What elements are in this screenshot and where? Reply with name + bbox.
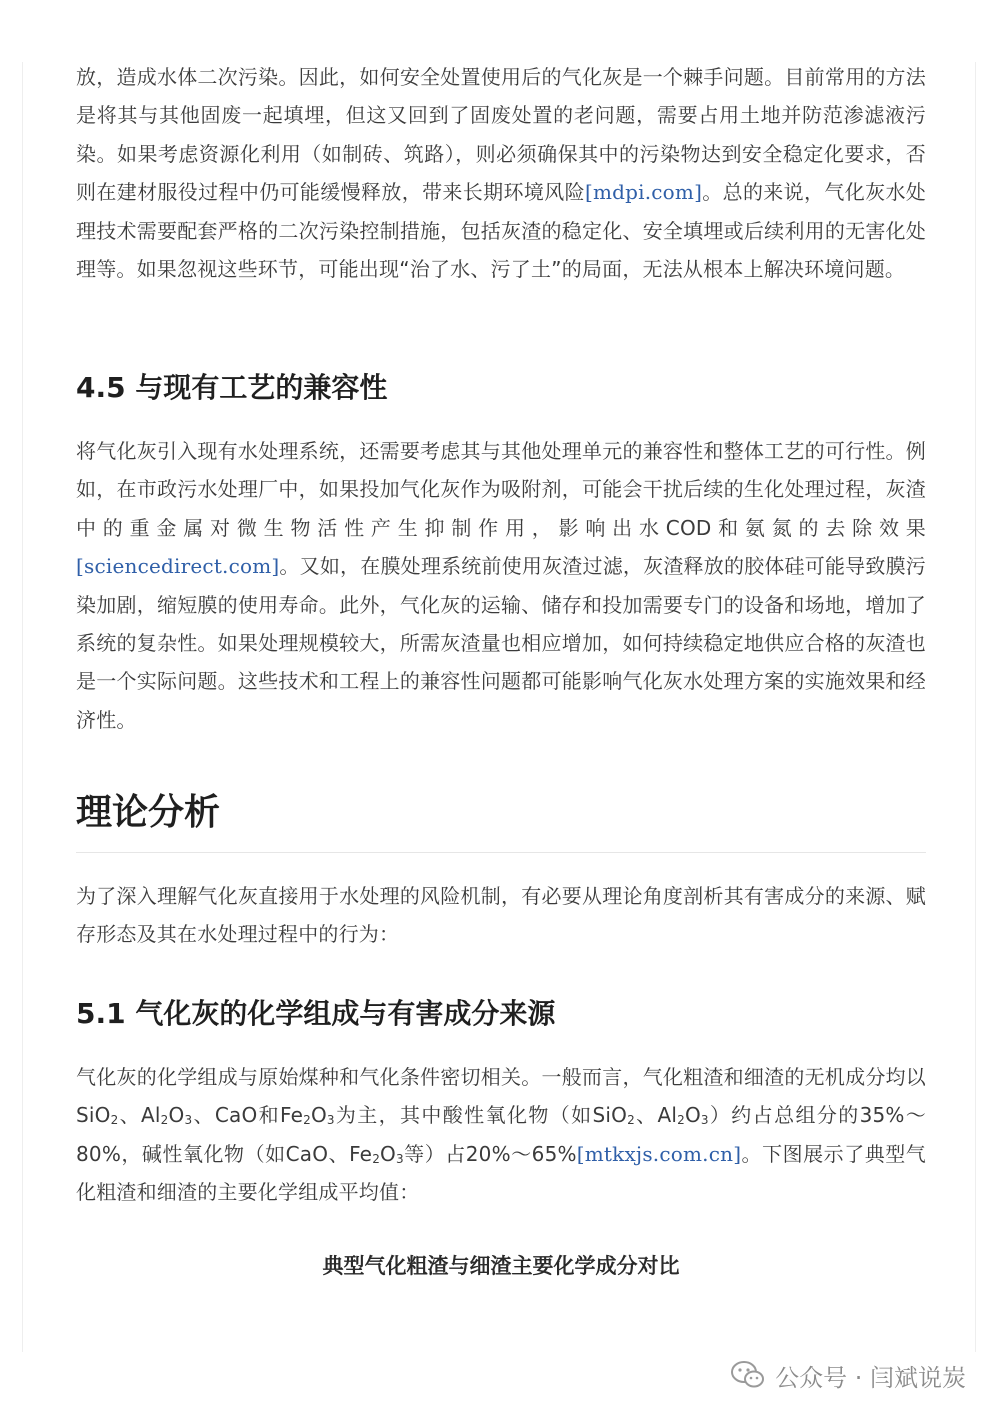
footer-account-name: 公众号 · 闫斌说炭 bbox=[775, 1363, 966, 1392]
heading-4-5: 4.5 与现有工艺的兼容性 bbox=[76, 371, 388, 404]
article-content bbox=[76, 58, 926, 1282]
heading-theoretical-analysis: 理论分析 bbox=[76, 792, 221, 833]
footer-watermark bbox=[731, 1353, 966, 1397]
figure-title: 典型气化粗渣与细渣主要化学成分对比 bbox=[322, 1254, 680, 1278]
reference-link-mdpi[interactable]: [mdpi.com] bbox=[584, 180, 703, 205]
reference-link-mtkxjs[interactable]: [mtkxjs.com.cn] bbox=[576, 1141, 742, 1166]
heading-5-1: 5.1 气化灰的化学组成与有害成分来源 bbox=[76, 997, 556, 1030]
reference-link-sciencedirect[interactable]: [sciencedirect.com] bbox=[76, 554, 280, 579]
paragraph-theory-intro: 为了深入理解气化灰直接用于水处理的风险机制，有必要从理论角度剖析其有害成分的来源、赋存形态及其在水处理过程中的行为： bbox=[76, 884, 926, 947]
paragraph-secondary-pollution: 放，造成水体二次污染。因此，如何安全处置使用后的气化灰是一个棘手问题。目前常用的方法是将其与其他固废一起填埋，但这又回到了固废处置的老问题，需要占用土地并防范渗滤液污染。如果考虑资源化利用（如制砖、筑路），则必须确保其中的污染物达到安全稳定化要求，否则在建材服役过程中仍可能缓慢释放，带来长期环境风险[mdpi.com]。总的来说，气化灰水处理技术需要配套严格的二次污染控制措施，包括灰渣的稳定化、安全填埋或后续利用的无害化处理等。如果忽视这些环节，可能出现“治了水、污了土”的局面，无法从根本上解决环境问题。 bbox=[76, 65, 927, 282]
paragraph-compatibility: 将气化灰引入现有水处理系统，还需要考虑其与其他处理单元的兼容性和整体工艺的可行性。例如，在市政污水处理厂中，如果投加气化灰作为吸附剂，可能会干扰后续的生化处理过程，灰渣中的重金属对微生物活性产生抑制作用，影响出水COD和氨氮的去除效果[sciencedirect.com]。又如，在膜处理系统前使用灰渣过滤，灰渣释放的胶体硅可能导致膜污染加剧，缩短膜的使用寿命。此外，气化灰的运输、储存和投加需要专门的设备和场地，增加了系统的复杂性。如果处理规模较大，所需灰渣量也相应增加，如何持续稳定地供应合格的灰渣也是一个实际问题。这些技术和工程上的兼容性问题都可能影响气化灰水处理方案的实施效果和经济性。 bbox=[76, 439, 926, 732]
paragraph-chemical-composition: 气化灰的化学组成与原始煤种和气化条件密切相关。一般而言，气化粗渣和细渣的无机成分均以SiO$_2$、$Al_2O_3$、CaO和$Fe_2O_3$为主，其中酸性氧化物（如SiO$_2$、$Al_2O_3$）约占总组分的35%～80%，碱性氧化物（如CaO、$Fe_2O_3$等）占20%～65%[mtkxjs.com.cn]。下图展示了典型气化粗渣和细渣的主要化学组成平均值： bbox=[76, 1065, 927, 1205]
heading-divider bbox=[76, 852, 926, 853]
wechat-icon bbox=[731, 1360, 765, 1390]
